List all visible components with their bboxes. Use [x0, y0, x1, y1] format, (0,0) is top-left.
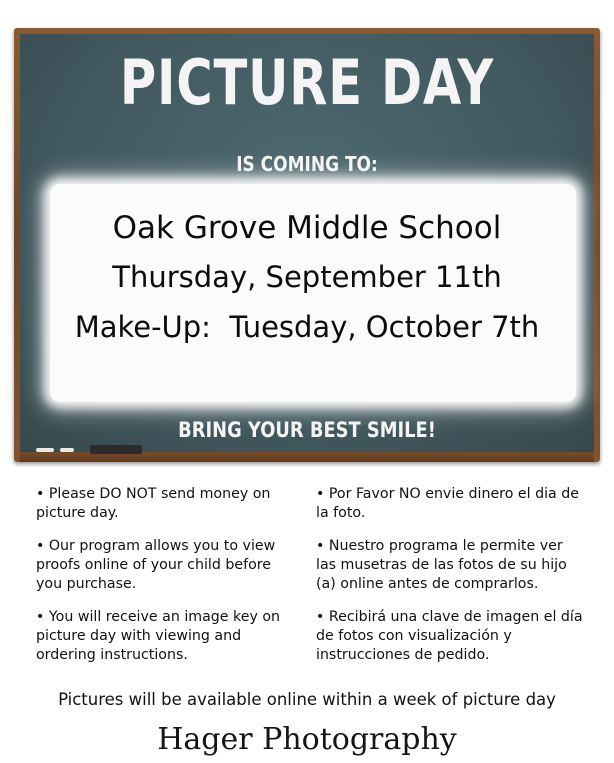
headline: PICTURE DAY: [119, 46, 495, 119]
chalkboard-frame: [14, 28, 600, 462]
english-notes: [36, 485, 291, 679]
tagline: BRING YOUR BEST SMILE!: [178, 418, 436, 442]
subheadline: IS COMING TO:: [236, 152, 378, 176]
note-item: • Please DO NOT send money on picture day.: [36, 486, 271, 521]
note-item: • Recibirá una clave de imagen el día de fotos con visualización y instrucciones de pedido.: [316, 609, 583, 663]
spanish-notes: [316, 485, 586, 679]
brand-logo: Hager Photography: [157, 722, 457, 757]
school-name: Oak Grove Middle School: [112, 210, 502, 246]
chalkboard: [20, 34, 594, 452]
note-item: • Nuestro programa le permite ver las musetras de las fotos de su hijo (a) online antes de comprarlos.: [316, 538, 567, 592]
chalk-icon: [60, 448, 74, 452]
makeup-date: Make-Up: Tuesday, October 7th: [74, 310, 540, 344]
picture-date: Thursday, September 11th: [112, 260, 502, 294]
chalk-icon: [36, 448, 54, 452]
note-item: • Our program allows you to view proofs online of your child before you purchase.: [36, 538, 276, 592]
availability-note: Pictures will be available online within a week of picture day: [58, 690, 556, 709]
note-item: • You will receive an image key on picture day with viewing and ordering instructions.: [36, 609, 281, 663]
eraser-icon: [90, 445, 142, 454]
note-item: • Por Favor NO envie dinero el dia de la foto.: [316, 486, 579, 521]
